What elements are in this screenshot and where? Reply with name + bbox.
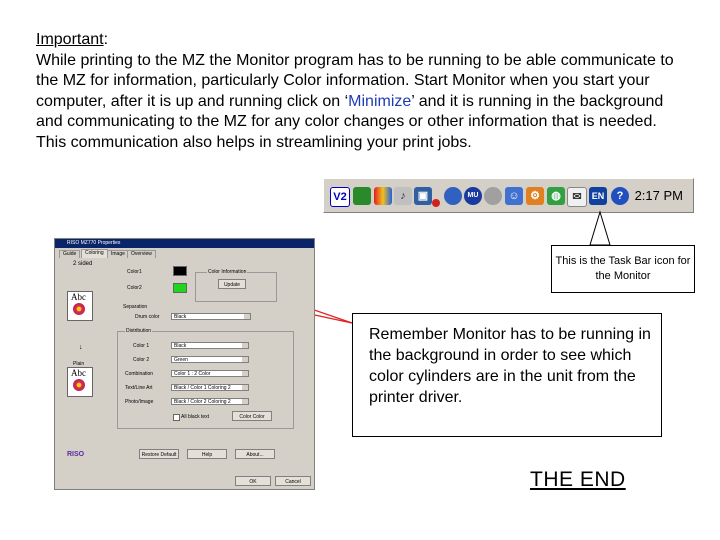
color2-select[interactable]: Green (171, 356, 249, 363)
intro-text-2: and it is running in the background and communicating to the MZ for any color changes or other information that is needed. This communication also helps in streamlining your print jobs. (36, 92, 664, 151)
color2-label: Color2 (127, 285, 142, 291)
photo-label: Photo/Image (125, 399, 154, 405)
text-art-label: Text/Line Art (125, 385, 153, 391)
preview-thumbnail-bottom (67, 367, 93, 397)
mail-icon[interactable]: ✉ (567, 187, 587, 207)
quote-close: ’ (411, 92, 415, 110)
preview-thumbnail-top (67, 291, 93, 321)
help-icon[interactable]: ? (611, 187, 629, 205)
flower-image (73, 303, 85, 315)
intro-heading-colon: : (103, 31, 109, 48)
color-info-label: Color Information (208, 269, 247, 275)
color-color-button[interactable]: Color Color (232, 411, 272, 421)
drum-color-label: Drum color (135, 314, 160, 320)
intro-text-1: While printing to the MZ the Monitor program has to be running to be able communicate to the MZ for information, particularly Color information. Start Monitor when you start your computer, after it is up and running click on (36, 51, 674, 110)
people-icon[interactable]: ☺ (505, 187, 523, 205)
intro-heading: Important (36, 31, 104, 48)
restore-default-button[interactable]: Restore Default (139, 449, 179, 459)
color1-swatch[interactable] (173, 266, 187, 276)
globe-icon[interactable]: ◍ (547, 187, 565, 205)
monitor-callout: Remember Monitor has to be running in the background in order to see which color cylinders are in the unit from the printer driver. (352, 313, 662, 437)
all-black-checkbox[interactable] (173, 414, 180, 421)
tab-coloring[interactable]: Coloring (81, 249, 108, 258)
mu-icon[interactable]: MU (464, 187, 482, 205)
color1-row-label: Color 1 (133, 343, 150, 349)
drum-color-select[interactable]: Black (171, 313, 251, 320)
separation-label: Separation (123, 304, 148, 310)
about-button[interactable]: About... (235, 449, 275, 459)
monitor-icon[interactable]: ▣ (414, 187, 432, 205)
text-art-select[interactable]: Black / Color 1 Coloring 2 (171, 384, 249, 391)
minimize-word: Minimize (348, 92, 412, 110)
flower-image-2 (73, 379, 85, 391)
the-end-text: THE END (530, 468, 626, 491)
settings-icon[interactable]: ⚙ (526, 187, 544, 205)
color2-swatch[interactable] (173, 283, 187, 293)
combination-select[interactable]: Color 1 : 2 Color (171, 370, 249, 377)
cancel-button[interactable]: Cancel (275, 476, 311, 486)
taskbar-clock: 2:17 PM (634, 188, 683, 203)
color1-select[interactable]: Black (171, 342, 249, 349)
all-black-label: All black text (181, 414, 210, 420)
riso-logo: RISO (67, 451, 85, 458)
tab-overview[interactable]: Overview (127, 250, 156, 258)
printer-properties-dialog (54, 238, 315, 490)
color2-row-label: Color 2 (133, 357, 150, 363)
preview-abc-text-2: Abc (71, 368, 86, 378)
duplex-label: 2 sided (73, 261, 93, 267)
v2-icon[interactable]: V2 (330, 187, 350, 207)
callout-pointer (590, 212, 610, 245)
update-button[interactable]: Update (218, 279, 246, 289)
distribution-label: Distribution (126, 328, 152, 334)
quote-open: ‘ (344, 92, 349, 110)
help-button[interactable]: Help (187, 449, 227, 459)
tab-image[interactable]: Image (107, 250, 129, 258)
plain-label: Plain (73, 361, 85, 367)
en-icon[interactable]: EN (589, 187, 607, 205)
dialog-title: RISO MZ770 Properties (55, 239, 314, 248)
ok-button[interactable]: OK (235, 476, 271, 486)
combination-label: Combination (125, 371, 154, 377)
photo-select[interactable]: Black / Color 2 Coloring 2 (171, 398, 249, 405)
arrow-down-icon: ↓ (79, 344, 83, 351)
preview-abc-text: Abc (71, 292, 86, 302)
color1-label: Color1 (127, 269, 142, 275)
tab-guide[interactable]: Guide (59, 250, 80, 258)
taskbar-callout: This is the Task Bar icon for the Monitor (551, 245, 695, 293)
speaker-icon[interactable]: ♪ (394, 187, 412, 205)
